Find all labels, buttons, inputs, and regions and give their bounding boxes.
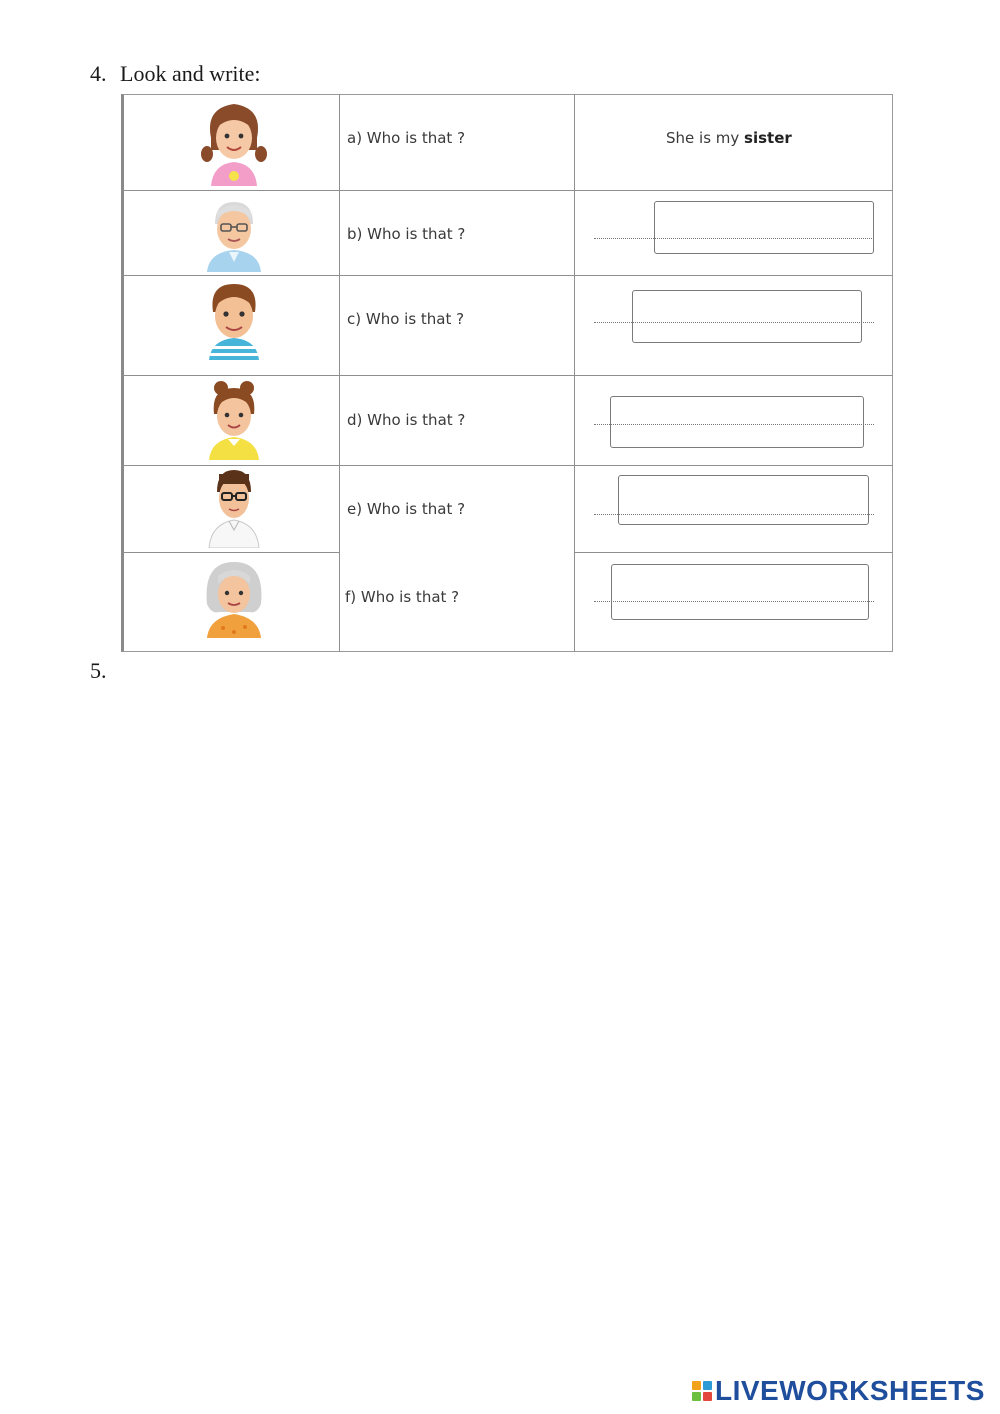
question-b: b) Who is that ? — [347, 225, 466, 243]
question-d: d) Who is that ? — [347, 411, 466, 429]
row-divider-5b — [574, 552, 893, 553]
exercise-heading — [90, 60, 261, 88]
question-a: a) Who is that ? — [347, 129, 466, 147]
father-with-glasses-picture — [199, 466, 269, 548]
question-c: c) Who is that ? — [347, 310, 465, 328]
exercise-instruction: Look and write: — [120, 61, 261, 86]
liveworksheets-logo — [692, 1376, 985, 1406]
next-exercise-number: 5. — [90, 658, 107, 683]
answer-c-input[interactable] — [632, 290, 862, 343]
worksheet-table — [121, 94, 893, 652]
logo-text: LIVEWORKSHEETS — [715, 1375, 985, 1406]
question-e: e) Who is that ? — [347, 500, 466, 518]
grandfather-with-glasses-picture — [199, 194, 269, 272]
answer-a-bold: sister — [744, 129, 792, 147]
answer-e-input[interactable] — [618, 475, 869, 525]
boy-striped-shirt-picture — [199, 278, 269, 360]
row-divider-2 — [121, 275, 893, 276]
column-divider-1 — [339, 94, 340, 652]
row-divider-1 — [121, 190, 893, 191]
answer-f-input[interactable] — [611, 564, 869, 620]
row-divider-5a — [121, 552, 339, 553]
column-divider-2 — [574, 94, 575, 652]
girl-yellow-shirt-picture — [199, 378, 269, 460]
girl-with-pigtails-picture — [199, 98, 269, 186]
answer-a-prefix: She is my — [666, 129, 745, 147]
logo-mark-icon — [692, 1381, 712, 1401]
exercise-number: 4. — [90, 61, 107, 86]
answer-d-input[interactable] — [610, 396, 864, 448]
answer-a-example — [666, 129, 792, 147]
question-f: f) Who is that ? — [345, 588, 460, 606]
answer-b-input[interactable] — [654, 201, 874, 254]
row-divider-3 — [121, 375, 893, 376]
grandmother-picture — [199, 556, 269, 638]
